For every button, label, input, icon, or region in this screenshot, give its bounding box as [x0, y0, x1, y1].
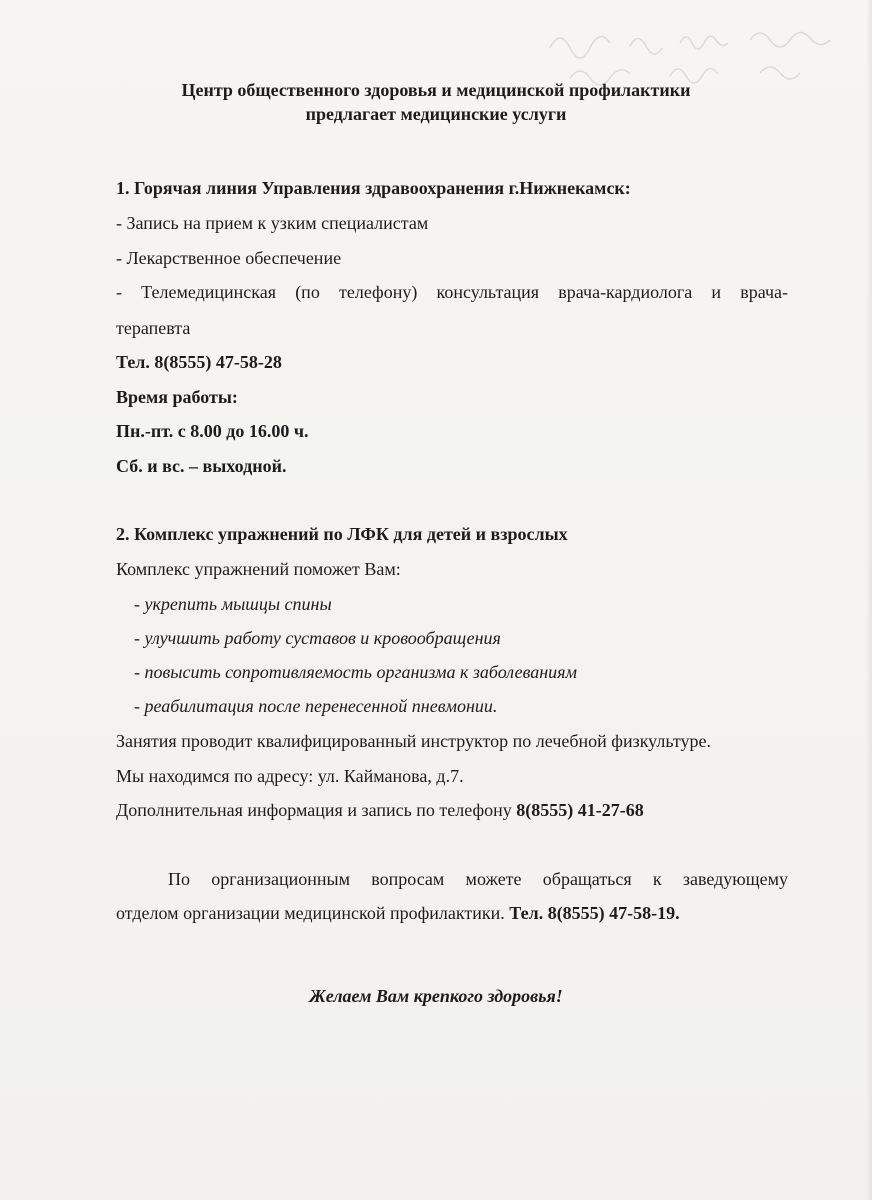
contact-phone: Тел. 8(8555) 47-58-19.	[509, 903, 680, 923]
section1-item: - Запись на прием к узким специалистам	[116, 213, 429, 233]
section2-info-phone: 8(8555) 41-27-68	[516, 800, 644, 820]
page-title-line2: предлагает медицинские услуги	[305, 104, 567, 124]
section2-benefit: - улучшить работу суставов и кровообращения	[134, 628, 501, 648]
section2-heading: 2. Комплекс упражнений по ЛФК для детей и взрослых	[116, 524, 568, 544]
section1-item: - Лекарственное обеспечение	[116, 248, 342, 268]
section1-hours-weekend: Сб. и вс. – выходной.	[116, 456, 287, 476]
section1-hours-label: Время работы:	[116, 387, 238, 407]
section2-instructor: Занятия проводит квалифицированный инструктор по лечебной физкультуре.	[116, 731, 712, 751]
section2-benefit: - укрепить мышцы спины	[134, 594, 332, 614]
contact-line2	[116, 901, 680, 925]
section2-benefit: - повысить сопротивляемость организма к заболеваниям	[134, 662, 578, 682]
section1-heading: 1. Горячая линия Управления здравоохранения г.Нижнекамск:	[116, 178, 631, 198]
section1-hours-weekdays: Пн.-пт. с 8.00 до 16.00 ч.	[116, 421, 309, 441]
section2-info-text: Дополнительная информация и запись по телефону	[116, 800, 517, 820]
section2-intro: Комплекс упражнений поможет Вам:	[116, 559, 401, 579]
section1-telemedicine-line1: - Телемедицинская (по телефону) консультация врача-кардиолога и врача-	[116, 282, 788, 302]
section1-phone: Тел. 8(8555) 47-58-28	[116, 352, 282, 372]
section1-telemedicine-line2: терапевта	[116, 318, 191, 338]
section2-benefit: - реабилитация после перенесенной пневмонии.	[134, 696, 498, 716]
page-title-line1: Центр общественного здоровья и медицинской профилактики	[181, 80, 691, 100]
section2-info	[116, 798, 644, 822]
closing-wish: Желаем Вам крепкого здоровья!	[309, 986, 563, 1006]
contact-text: отделом организации медицинской профилактики.	[116, 903, 510, 923]
contact-line1: По организационным вопросам можете обращаться к заведующему	[168, 869, 788, 889]
section2-address: Мы находимся по адресу: ул. Кайманова, д.7.	[116, 766, 464, 786]
page-edge-shadow	[866, 0, 872, 1200]
